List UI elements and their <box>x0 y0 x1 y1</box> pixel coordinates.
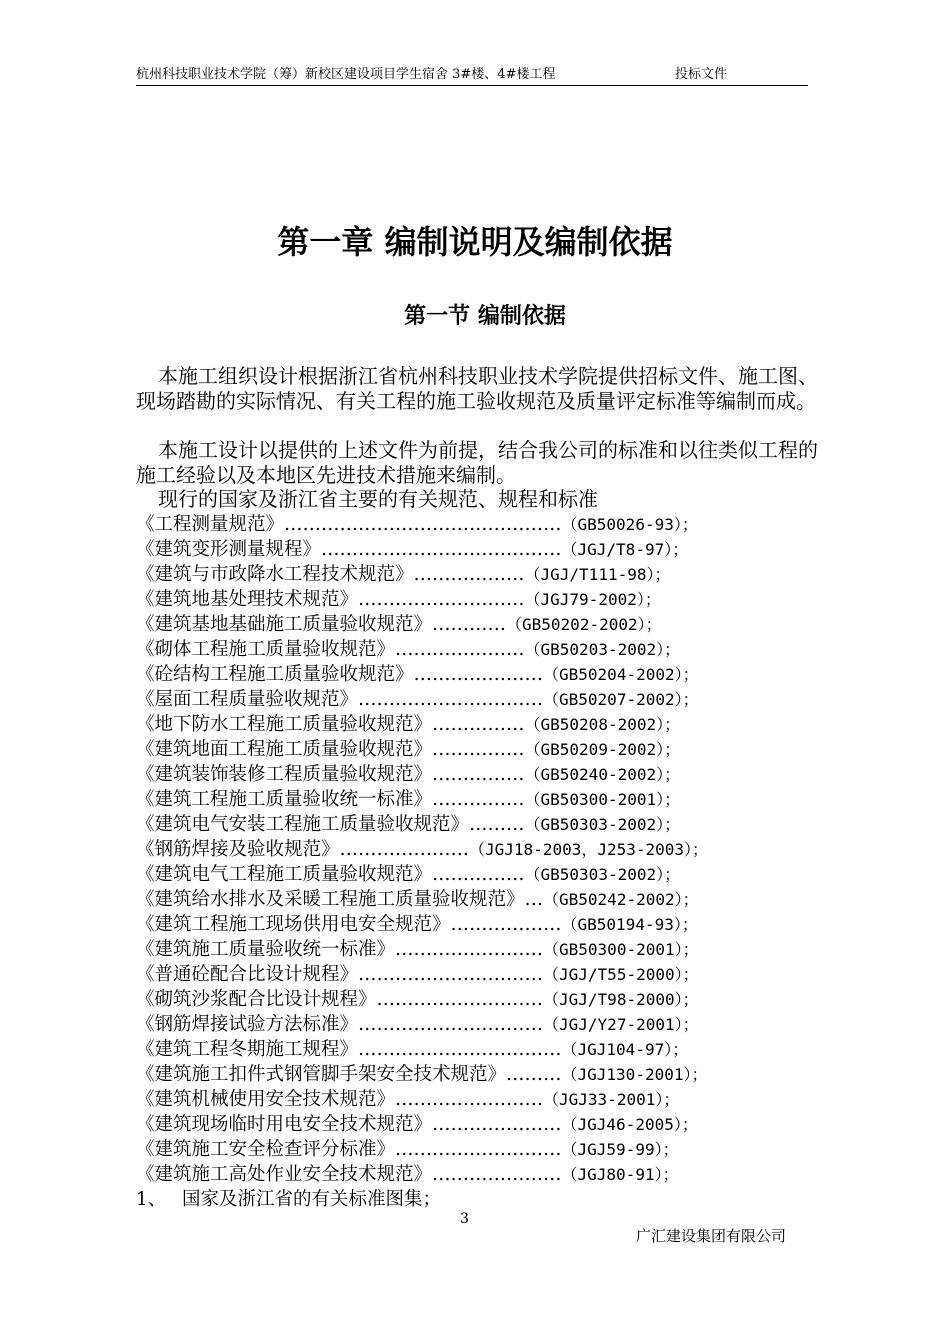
standard-leader-dots: ………………… <box>395 639 525 660</box>
standard-leader-dots: …………… <box>432 739 525 760</box>
standard-code: （JGJ/T98-2000）； <box>543 990 699 1009</box>
item-number: 1、 <box>136 1189 167 1210</box>
standard-name: 《建筑施工扣件式钢管脚手架安全技术规范》 <box>136 1064 507 1085</box>
standard-leader-dots: ……… <box>506 1064 562 1085</box>
standard-code: （JGJ130-2001）； <box>561 1065 708 1084</box>
header-project-title: 杭州科技职业技术学院（筹）新校区建设项目学生宿舍 3#楼、4#楼工程 <box>136 67 556 82</box>
standard-row <box>136 1162 836 1187</box>
standard-code: （GB50300-2001）； <box>543 940 699 959</box>
standard-leader-dots: ……………………… <box>395 1139 562 1160</box>
standard-name: 《砌筑沙浆配合比设计规程》 <box>136 989 377 1010</box>
chapter-title: 第一章 编制说明及编制依据 <box>277 223 673 261</box>
standard-code: （GB50208-2002）； <box>524 715 681 734</box>
standard-name: 《建筑变形测量规程》 <box>136 539 322 560</box>
standard-leader-dots: ……… <box>469 814 525 835</box>
standard-name: 《建筑电气工程施工质量验收规范》 <box>136 864 433 885</box>
item-text: 国家及浙江省的有关标准图集； <box>182 1189 442 1210</box>
section-title: 第一节 编制依据 <box>404 304 566 329</box>
footer-company: 广汇建设集团有限公司 <box>636 1227 787 1245</box>
standard-name: 《建筑装饰装修工程质量验收规范》 <box>136 764 433 785</box>
standard-leader-dots: ………………………………… <box>321 539 562 560</box>
standard-row <box>136 987 836 1012</box>
standard-leader-dots: ………………… <box>432 1164 562 1185</box>
standard-row <box>136 512 836 537</box>
standard-leader-dots: … <box>524 889 544 910</box>
standard-leader-dots: ………………… <box>413 664 544 685</box>
standards-intro: 现行的国家及浙江省主要的有关规范、规程和标准 <box>158 487 598 511</box>
standard-name: 《砼结构工程施工质量验收规范》 <box>136 664 414 685</box>
standard-leader-dots: ……………… <box>450 914 562 935</box>
standard-leader-dots: ……………………… <box>376 989 544 1010</box>
standard-code: （JGJ33-2001）； <box>543 1090 680 1109</box>
standard-code: （GB50203-2002）； <box>524 640 681 659</box>
standard-row <box>136 837 836 862</box>
standard-name: 《建筑与市政降水工程技术规范》 <box>136 564 414 585</box>
standard-code: （JGJ/T8-97）； <box>561 540 689 559</box>
standard-row <box>136 787 836 812</box>
standard-name: 《地下防水工程施工质量验收规范》 <box>136 714 433 735</box>
standard-code: （JGJ46-2005）； <box>561 1115 698 1134</box>
standard-code: （JGJ/Y27-2001）； <box>543 1015 699 1034</box>
standard-code: （GB50209-2002）； <box>524 740 681 759</box>
standard-row <box>136 812 836 837</box>
standard-row <box>136 687 836 712</box>
standard-name: 《钢筋焊接及验收规范》 <box>136 839 340 860</box>
standard-row <box>136 637 836 662</box>
standard-name: 《建筑地面工程施工质量验收规范》 <box>136 739 433 760</box>
standard-code: （JGJ59-99）； <box>561 1140 679 1159</box>
standard-row <box>136 1037 836 1062</box>
standard-name: 《建筑基地基础施工质量验收规范》 <box>136 614 433 635</box>
standard-code: （GB50202-2002）； <box>506 615 662 634</box>
standard-code: （GB50303-2002）； <box>524 865 681 884</box>
standard-leader-dots: …………………… <box>395 939 544 960</box>
standard-code: （GB50194-93）； <box>561 915 698 934</box>
numbered-item <box>136 1187 441 1212</box>
standards-list <box>136 512 836 1187</box>
standard-code: （JGJ104-97）； <box>561 1040 689 1059</box>
standard-leader-dots: ………………………… <box>358 964 544 985</box>
standard-code: （GB50026-93）； <box>561 515 698 534</box>
standard-name: 《建筑施工高处作业安全技术规范》 <box>136 1164 433 1185</box>
standard-row <box>136 887 836 912</box>
standard-row <box>136 612 836 637</box>
standard-leader-dots: ……………… <box>413 564 525 585</box>
standard-name: 《建筑工程冬期施工规程》 <box>136 1039 359 1060</box>
standard-leader-dots: ………………… <box>339 839 470 860</box>
standard-leader-dots: …………… <box>432 764 525 785</box>
standard-code: （JGJ/T55-2000）； <box>543 965 699 984</box>
standard-row <box>136 537 836 562</box>
standard-row <box>136 862 836 887</box>
standard-name: 《砌体工程施工质量验收规范》 <box>136 639 396 660</box>
standard-name: 《建筑工程施工质量验收统一标准》 <box>136 789 433 810</box>
standard-leader-dots: …………… <box>432 789 525 810</box>
standard-name: 《建筑工程施工现场供用电安全规范》 <box>136 914 451 935</box>
standard-code: （JGJ80-91）； <box>561 1165 679 1184</box>
standard-row <box>136 1062 836 1087</box>
standard-row <box>136 962 836 987</box>
standard-name: 《普通砼配合比设计规程》 <box>136 964 359 985</box>
standard-row <box>136 712 836 737</box>
page-header <box>136 67 808 86</box>
standard-row <box>136 912 836 937</box>
standard-leader-dots: …………………………… <box>358 1039 562 1060</box>
standard-name: 《建筑给水排水及采暖工程施工质量验收规范》 <box>136 889 525 910</box>
standard-row <box>136 1012 836 1037</box>
standard-leader-dots: ………………………… <box>358 1014 544 1035</box>
standard-leader-dots: ……………………………………… <box>284 514 562 535</box>
standard-code: （GB50242-2002）； <box>543 890 699 909</box>
standard-code: （GB50240-2002）； <box>524 765 681 784</box>
basis-paragraph: 本施工设计以提供的上述文件为前提，结合我公司的标准和以往类似工程的施工经验以及本地区先进技术措施来编制。 <box>136 438 818 487</box>
standard-name: 《建筑施工质量验收统一标准》 <box>136 939 396 960</box>
standard-leader-dots: …………… <box>432 864 525 885</box>
standard-name: 《钢筋焊接试验方法标准》 <box>136 1014 359 1035</box>
standard-row <box>136 1137 836 1162</box>
standard-row <box>136 662 836 687</box>
standard-name: 《建筑机械使用安全技术规范》 <box>136 1089 396 1110</box>
standard-row <box>136 937 836 962</box>
header-document-type: 投标文件 <box>675 67 728 82</box>
standard-name: 《建筑施工安全检查评分标准》 <box>136 1139 396 1160</box>
standard-leader-dots: …………………… <box>395 1089 544 1110</box>
intro-paragraph: 本施工组织设计根据浙江省杭州科技职业技术学院提供招标文件、施工图、现场踏勘的实际情况、有关工程的施工验收规范及质量评定标准等编制而成。 <box>136 364 818 413</box>
standard-name: 《建筑电气安装工程施工质量验收规范》 <box>136 814 470 835</box>
standard-leader-dots: ………………………… <box>358 689 544 710</box>
standard-leader-dots: ………………… <box>432 1114 562 1135</box>
page-number: 3 <box>460 1211 469 1227</box>
standard-name: 《建筑现场临时用电安全技术规范》 <box>136 1114 433 1135</box>
standard-leader-dots: ……………………… <box>358 589 525 610</box>
standard-row <box>136 1087 836 1112</box>
standard-leader-dots: …………… <box>432 714 525 735</box>
standard-row <box>136 737 836 762</box>
standard-code: （GB50300-2001）； <box>524 790 681 809</box>
standard-code: （JGJ79-2002）； <box>524 590 661 609</box>
standard-code: （JGJ18-2003，J253-2003）； <box>469 840 709 859</box>
standard-name: 《建筑地基处理技术规范》 <box>136 589 359 610</box>
standard-code: （GB50303-2002）； <box>524 815 681 834</box>
standard-code: （JGJ/T111-98）； <box>524 565 671 584</box>
standard-code: （GB50204-2002）； <box>543 665 699 684</box>
standard-row <box>136 762 836 787</box>
standard-row <box>136 562 836 587</box>
standard-leader-dots: ………… <box>432 614 507 635</box>
standard-name: 《工程测量规范》 <box>136 514 285 535</box>
standard-name: 《屋面工程质量验收规范》 <box>136 689 359 710</box>
standard-row <box>136 587 836 612</box>
standard-row <box>136 1112 836 1137</box>
standard-code: （GB50207-2002）； <box>543 690 699 709</box>
